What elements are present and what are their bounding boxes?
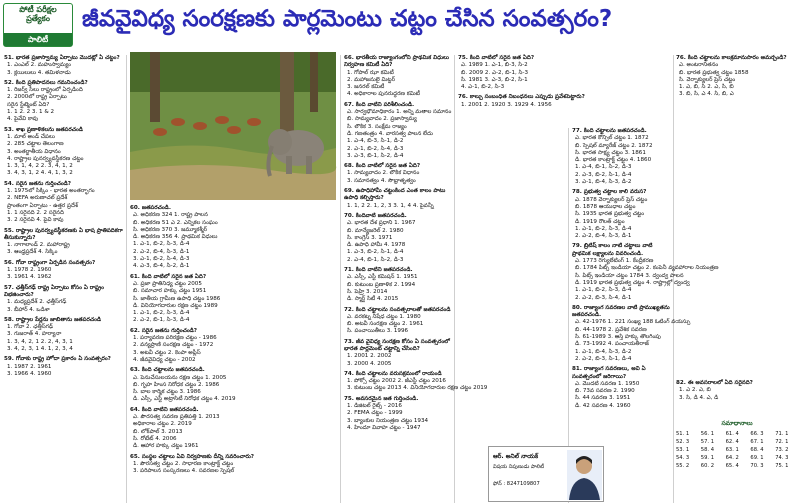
logo-top-text: పోటీ పరీక్షల ప్రత్యేకం <box>19 5 57 23</box>
option-text: 2. ఎ-2, బి-1, సి-3, డి-4 <box>133 317 190 324</box>
question-block <box>4 356 124 378</box>
question-block <box>344 213 452 264</box>
option-text: ఎ. 42-1976 1. 221 సంఖ్య 188 ఓటింగ్ వయస్సు <box>575 319 691 326</box>
answer-item: 67. 1 <box>750 439 764 445</box>
question-text: 59. గోవాకు రాష్ట్ర హోదా ప్రకారం ఏ సంవత్సరం? <box>4 356 111 363</box>
option-text: 1. మాల్ అండ్ చేపలు <box>7 133 55 140</box>
question-block <box>4 228 124 257</box>
question-text: 65. సంస్థల చట్టాలు ఏవి నిర్వహణకు దీన్ని సవరించారు? <box>130 453 255 460</box>
option-text: 4. ఎ-1, బి-2, సి-3 <box>461 84 505 91</box>
answer-item: 57. 1 <box>700 439 714 445</box>
author-designation: విషయ నిపుణుడు పాలిటీ <box>493 464 545 470</box>
option-text: 3. సి, డి 4. ఎ, డి <box>679 394 719 401</box>
option-text: ఎ. పెనుచేసులయను రక్షణ చట్టం 1. 2005 <box>133 374 227 381</box>
option-text: 1. 2001 2. 2002 <box>347 353 392 360</box>
option-text: ఎ. అధికరణ 324 1. రాష్ట్ర పాలన <box>133 212 208 219</box>
author-name: ఆర్. అనిల్ నాయక్ <box>493 453 539 460</box>
option-text: 4. హిందూ వివాహ చట్టం - 1947 <box>347 424 421 431</box>
option-text: బి. అటవీ సంరక్షణ చట్టం 2. 1961 <box>347 321 424 328</box>
option-text: బి. 1878 ఆయుధాల చట్టం <box>575 203 636 210</box>
option-text: బి. స్పెషల్ మ్యారేజ్ చట్టం 2. 1872 <box>575 142 653 149</box>
option-text: ఎ. పౌరసత్వ సవరణ ప్రతిపత్తి 1. 2013 <box>133 414 220 421</box>
question-block <box>4 127 124 178</box>
option-text: 3. కుటుంబ చట్టం 2013 4. వినియోగదారుల రక్షణ చట్టం 2019 <box>347 385 488 392</box>
column-divider <box>454 55 455 503</box>
answer-item: 68. 4 <box>750 447 764 453</box>
option-text: 1. గోవా 2. ఛత్తీస్‌గఢ్ <box>7 324 54 331</box>
author-card <box>488 446 604 502</box>
answer-item: 75. 1 <box>775 463 789 469</box>
option-text: 1. పోక్సో చట్టం 2002 2. జీఎస్టీ చట్టం 2016 <box>347 378 446 385</box>
question-text: 52. కింది ప్రతిపాదనలు గమనించండి? <box>4 79 88 86</box>
question-text: 63. కింది చట్టాలను జతపరచండి. <box>130 367 205 374</box>
option-text: 3. ఎ-3, బి-1, సి-2, డి-4 <box>347 152 404 159</box>
option-text: డి. 1919 రౌలత్ చట్టం <box>575 218 625 225</box>
logo-subject-text: పాలిటీ <box>4 33 72 46</box>
question-text: 61. కింది వాటిలో సరైన జత ఏది? <box>130 273 207 280</box>
answer-item: 61. 4 <box>725 431 739 437</box>
option-text: సి. 44 సవరణ 3. 1951 <box>575 395 631 402</box>
option-text: 3. బి, సి, ఎ 4. సి, బి, ఎ <box>679 91 734 98</box>
answer-key-grid <box>676 430 798 470</box>
option-text: బి. సమాచార హక్కు చట్టం 1951 <box>133 288 207 295</box>
question-text: 55. రాష్ట్రాల పునర్వ్యవస్థీకరణకు ఏ భాష ప్రాతిపదికగా తీసుకున్నారు? <box>4 227 123 241</box>
answer-item: 59. 1 <box>700 455 714 461</box>
option-text: 2. ఎ-4, బి-1, సి-2, డి-3 <box>347 256 404 263</box>
option-text: 3. 4, 2, 3, 1 4. 1, 2, 3, 4 <box>7 345 73 352</box>
question-text: 62. సరైన జతను గుర్తించండి? <box>130 327 198 334</box>
question-block <box>4 181 124 225</box>
option-text: ఎ. భారత కౌన్సిల్ చట్టం 1. 1872 <box>575 135 649 142</box>
option-text: 1. ఎ, బి, సి 2. ఎ, సి, బి <box>679 84 734 91</box>
question-column-4-top <box>458 55 672 125</box>
option-text: డి. గణతంత్రం 4. వారసత్వ పాలన లేదు <box>347 130 433 137</box>
option-text: ఎ. 1989 1. ఎ-1, బి-3, సి-2 <box>461 62 528 69</box>
option-text: బి. గృహ హింస నిరోధక చట్టం 2. 1986 <box>133 381 220 388</box>
option-text: ఎ. అంటరానితనం <box>679 62 719 69</box>
option-text: 2. ఎ-2, బి-3, సి-1, డి-4 <box>575 355 632 362</box>
option-text: 1. రిజర్వ్ సీలు రాష్ట్రంలో ఏర్పడింది <box>7 87 83 94</box>
question-text: 75. కింది వాటిలో సరైన జత ఏది? <box>458 55 535 61</box>
answer-key <box>676 420 798 502</box>
option-text: 1. 1987 2. 1961 <box>7 363 52 370</box>
option-text: 3. గుజరాత్ 4. హర్యానా <box>7 331 62 338</box>
answer-item: 53. 1 <box>676 447 690 453</box>
option-text: బి. 73వ సవరణ 2. 1990 <box>575 388 635 395</box>
question-text: 81. రాజ్యాంగ సవరణలు, అవి ఏ సంవత్సరంలో జరిగాయి? <box>572 366 646 380</box>
answer-item: 54. 3 <box>676 455 690 461</box>
option-text: 1. ఎ 2. ఎ, బి <box>679 387 711 394</box>
option-text: 2. ఎ-2, బి-4, సి-3, డి-1 <box>133 248 190 255</box>
option-text: 1. డిజిటల్ రైట్స్ - 2016 <box>347 403 402 410</box>
question-column-2 <box>130 205 338 503</box>
answer-item: 55. 2 <box>676 463 690 469</box>
question-block <box>458 94 672 109</box>
option-text: సి. పెహ్రి 3. 2014 <box>347 288 388 295</box>
answer-item: 51. 1 <box>676 431 690 437</box>
question-block <box>130 367 338 403</box>
question-text: 73. జీవ వైవిధ్య సంరక్షణ కోసం ఏ సంవత్సరంలో భారత పార్లమెంట్ చట్టాన్ని చేసింది? <box>344 338 450 352</box>
option-text: 3. ఎ-1, బి-4, సి-3, డి-2 <box>575 179 632 186</box>
option-text: 1. నాగాలాండ్ 2. మహారాష్ట్ర <box>7 242 70 249</box>
option-text: 3. బీహార్ 4. ఒడిశా <box>7 306 50 313</box>
option-text: 1. సామ్యవాదం 2. లౌకిక విధానం <box>347 170 420 177</box>
answer-item: 58. 4 <box>700 447 714 453</box>
option-text: డి. 73-1992 4. పంచాయతీరాజ్ <box>575 341 649 348</box>
question-text: 76. కాల్చు సంబంధిత నిబంధనలు ఎప్పుడు ప్రవేశపెట్టారు? <box>458 94 585 101</box>
option-text: 4. జీవవైవిధ్య చట్టం - 2002 <box>133 356 196 363</box>
option-text: 1. 1 సరైనది 2. 2 సరైనది <box>7 209 64 216</box>
option-text: సి. పంచాయితీలు 3. 1996 <box>347 328 409 335</box>
option-text: 3. 2 సరైనవి 4. పైవి కావు <box>7 217 64 224</box>
question-text: 72. కింది చట్టాలను సంవత్సరాలతో జతపరచండి <box>344 306 451 313</box>
answer-item: 70. 3 <box>750 463 764 469</box>
question-text: 51. భారత ప్రజాస్వామ్య ఏర్పాటు మొదట్లో ఏ చట్టం? <box>4 55 120 61</box>
question-block <box>344 339 452 368</box>
question-block <box>344 188 452 210</box>
question-text: 54. సరైన జతను గుర్తించండి? <box>4 180 72 187</box>
option-text: డి. 1919 భారత ప్రభుత్వ చట్టం 4. రాష్ట్రాల్లో ద్వంద్వ <box>575 279 690 286</box>
option-text: 2. ఎ-2, బి-4, సి-3, డి-1 <box>575 233 632 240</box>
logo <box>3 3 73 47</box>
answer-item: 73. 2 <box>775 447 789 453</box>
option-text: 2. వన్యప్రాణి సంరక్షణ చట్టం - 1972 <box>133 342 214 349</box>
option-text: 1. పర్యావరణ పరిరక్షణ చట్టం - 1986 <box>133 335 217 342</box>
answer-item: 74. 3 <box>775 455 789 461</box>
option-text: 3. 1961 4. 1962 <box>7 274 52 281</box>
option-text: 3. అటవీ చట్టం 2. కెంపా అప్లీస్ <box>133 349 201 356</box>
option-text: సి. జాతీయ గ్రామీణ ఉపాధి చట్టం 1986 <box>133 295 221 302</box>
question-text: 53. శాఖ ప్రణాళికలను జతపరచండి <box>4 126 83 133</box>
option-text: 1. 1, 2 2. 1, 2, 3 3. 1, 4 4. పైవన్నీ <box>347 202 434 209</box>
option-text: 2. ఎ-2, బి-3, సి-4, డి-1 <box>575 294 632 301</box>
option-text: 1. గోపాల్ ఝా కమిటీ <box>347 69 394 76</box>
option-text: సరైన స్టేట్మెంట్ ఏది? <box>7 101 50 108</box>
option-text: సి. రోటేట్ 4. 2006 <box>133 435 177 442</box>
option-text: డి. స్మార్ట్ సిటీ 4. 2015 <box>347 296 399 303</box>
option-text: అధికారాల చట్టం 2. 2019 <box>133 421 192 428</box>
avatar <box>567 450 602 500</box>
option-text: 1. ఎ-4, బి-3, సి-1, డి-2 <box>347 138 404 145</box>
option-text: 2. FEMA చట్టం - 1999 <box>347 410 403 417</box>
header <box>0 0 800 50</box>
option-text: సి. కాంగ్రెస్ 3. 1971 <box>347 234 393 241</box>
question-text: 67. కింది వాటిని పరిశీలించండి. <box>344 101 415 108</box>
question-block <box>4 260 124 282</box>
question-text: 74. కింది చట్టాలను వరుసక్రమంలో రాయండి <box>344 370 442 377</box>
question-block <box>344 163 452 185</box>
question-block <box>130 407 338 451</box>
option-text: ఎ. భారత దేశ ప్రధాని 1. 1967 <box>347 220 416 227</box>
option-text: 3. ఆంధ్రప్రదేశ్ 4. సిక్కిం <box>7 249 58 256</box>
option-text: ఎ. ఎస్సీ, ఎస్టీ కమిషన్ 1. 1951 <box>347 274 418 281</box>
question-column-5-bottom <box>676 380 798 418</box>
option-text: 3. సమానత్వం 4. సౌభ్రాతృత్వం <box>347 177 416 184</box>
question-block <box>4 285 124 314</box>
option-text: 1. 3, 1, 4, 2 2. 3, 4, 1, 2 <box>7 163 73 170</box>
question-block <box>572 243 719 301</box>
option-text: బి. 2009 2. ఎ-2, బి-1, సి-3 <box>461 69 529 76</box>
option-text: 1. ఎ-1, బి-2, సి-3, డి-4 <box>575 287 632 294</box>
question-block <box>130 205 338 271</box>
option-text: డి. 42 సవరణ 4. 1960 <box>575 402 631 409</box>
question-text: 76. కింది చట్టాలను కాలక్రమానుసారం అమర్చండి? <box>676 55 787 61</box>
question-column-5-top <box>676 55 798 125</box>
question-text: 78. ప్రభుత్వ చట్టాల కాలి వరుస? <box>572 189 647 196</box>
option-text: 1. ఎ-1, బి-4, సి-3, డి-2 <box>575 348 632 355</box>
option-text: సి. లౌకిక 3. సంక్షేమ రాజ్యం <box>347 123 407 130</box>
option-text: 4. ఎ-3, బి-4, సి-2, డి-1 <box>133 263 190 270</box>
question-block <box>572 304 691 363</box>
column-divider <box>340 55 341 503</box>
answer-item: 60. 2 <box>700 463 714 469</box>
option-text: 1. ఎ-3, బి-2, సి-1, డి-4 <box>347 249 404 256</box>
option-text: సి. 1981 3. ఎ-3, బి-2, సి-1 <box>461 76 528 83</box>
option-text: డి. ఉపాధి హామీ 4. 1978 <box>347 242 406 249</box>
option-text: 2. ఎ-1, బి-2, సి-4, డి-3 <box>347 145 404 152</box>
option-text: సి. భారత సాక్ష్య చట్టం 3. 1861 <box>575 149 646 156</box>
option-text: ప్రాంతంగా ఏర్పాటు - ఉత్తర ప్రదేశ్ <box>7 202 79 209</box>
option-text: డి. భారత కాంట్రాక్ట్ చట్టం 4. 1860 <box>575 157 652 164</box>
option-text: 1. 3, 4, 2, 1 2. 2, 4, 3, 1 <box>7 338 73 345</box>
photo-illustration <box>130 52 336 200</box>
option-text: సి. 1935 భారత ప్రభుత్వ చట్టం <box>575 211 645 218</box>
option-text: 4. పైవేవి కావు <box>7 116 39 123</box>
option-text: బి. 44-1978 2. ప్రవేశిక సవరణ <box>575 326 647 333</box>
answer-item: 62. 4 <box>725 439 739 445</box>
option-text: బి. 1784 పిట్స్ ఇండియా చట్టం 2. కంపెనీ వ్యవహారాల నియంత్రణ <box>575 265 719 272</box>
option-text: 2. 2000లో రాష్ట్ర ఏర్పాటు <box>7 94 67 101</box>
option-text: ఎ. మొదటి సవరణ 1. 1950 <box>575 380 640 387</box>
option-text: 3. 2000 4. 2005 <box>347 360 392 367</box>
option-text: 1. 2001 2. 1920 3. 1929 4. 1956 <box>461 101 552 108</box>
question-text: 75. అవసరమైన జత గుర్తించండి. <box>344 395 419 402</box>
option-text: ఎ. సార్వభౌమాధికారం 1. అన్ని మతాల సమానం <box>347 109 452 116</box>
option-text: 3. క్లయిలులు 4. తమిళనాడు <box>7 69 71 76</box>
question-block <box>676 380 798 402</box>
option-text: 2. 285 చట్టాల తెలంగాణ <box>7 141 64 148</box>
question-text: 60. జతపరచండి. <box>130 205 171 211</box>
answer-item: 71. 1 <box>775 431 789 437</box>
option-text: 3. ఎ-1, బి-2, సి-4, డి-3 <box>133 256 190 263</box>
answer-item: 56. 1 <box>700 431 714 437</box>
question-block <box>572 189 672 240</box>
answer-item: 65. 4 <box>725 463 739 469</box>
question-text: 56. గోవా రాష్ట్రంగా ఏర్పడిన సంవత్సరం? <box>4 259 96 266</box>
answer-item: 72. 1 <box>775 439 789 445</box>
question-block <box>344 267 452 303</box>
option-text: ఎ. 1878 వెర్నాక్యులర్ ప్రెస్ చట్టం <box>575 196 648 203</box>
option-text: ఎ. వరకట్న నిషేధ చట్టం 1. 1980 <box>347 313 421 320</box>
column-divider <box>126 55 127 503</box>
question-text: 70. కిందివాటి జతపరచండి. <box>344 212 407 219</box>
option-text: 3. 4, 3, 1, 2 4. 4, 1, 3, 2 <box>7 170 73 177</box>
option-text: 4. అధికారాల పునరుద్ధరణ కమిటీ <box>347 91 420 98</box>
option-text: 1. ఎ-1, బి-2, సి-3, డి-4 <box>575 225 632 232</box>
question-block <box>130 274 338 325</box>
elephant-photo <box>130 52 336 200</box>
option-text: డి. అధికరణ 356 4. ప్రాథమిక విధులు <box>133 234 218 241</box>
question-text: 57. ఛత్తీస్‌గఢ్ రాష్ట్ర ఏర్పాటు కోసం ఏ రాష్ట్రం విభజించారు? <box>4 284 104 298</box>
question-block <box>344 396 452 432</box>
page-title: జీవవైవిధ్య సంరక్షణకు పార్లమెంటు చట్టం చేసిన సంవత్సరం? <box>82 6 613 32</box>
question-block <box>344 102 452 160</box>
option-text: 1. ఎ-1, బి-2, సి-3, డి-4 <box>133 310 190 317</box>
question-block <box>4 55 124 77</box>
option-text: 1. 1 2. 2 3. 1 & 2 <box>7 109 55 116</box>
question-text: 58. రాష్ట్రాల పేర్లను జాబితాను జతపరచండి <box>4 316 102 323</box>
question-block <box>130 454 338 476</box>
option-text: 1. 1975లో సిక్కిం - భారత అంతర్భాగం <box>7 188 95 195</box>
question-text: 68. కింది వాటిలో సరైన జత ఏది? <box>344 163 421 170</box>
question-block <box>344 370 488 393</box>
question-column-1 <box>4 55 124 500</box>
option-text: సి. బాల కార్మిక చట్టం 3. 1986 <box>133 389 201 396</box>
answer-item: 66. 3 <box>750 431 764 437</box>
option-text: 3. అంతర్జాతీయ విధానం <box>7 148 61 155</box>
option-text: బి. కుటుంబ ప్రణాళిక 2. 1994 <box>347 281 416 288</box>
option-text: ఎ. ప్రజా ప్రాతినిధ్య చట్టం 2005 <box>133 280 202 287</box>
option-text: సి. వెర్నాక్యులర్ ప్రెస్ చట్టం <box>679 76 736 83</box>
question-text: 66. భారతీయ రాజ్యాంగంలోని ప్రాథమిక విధులు నిర్వహణ కమిటీ ఏది? <box>344 55 449 69</box>
question-block <box>344 307 452 336</box>
question-block <box>572 366 672 410</box>
option-text: 2. మహాజనులై మిట్టర్ <box>347 76 396 83</box>
question-text: 77. కింది చట్టాలను జతపరచండి. <box>572 128 647 134</box>
option-text: సి. 61-1989 3. ఆస్తి హక్కు తొలగింపు <box>575 334 661 341</box>
question-block <box>4 80 124 124</box>
question-block <box>572 128 672 186</box>
question-text: 64. కింది వాటిని జతపరచండి. <box>130 406 199 413</box>
question-block <box>344 55 452 99</box>
author-phone: ఫోన్ : 8247109807 <box>493 481 540 487</box>
option-text: 3. 1966 4. 1960 <box>7 370 52 377</box>
question-block <box>676 55 798 99</box>
answer-item: 64. 2 <box>725 455 739 461</box>
option-text: 1. ఎంఎల్ 2. మహుస్వామ్యం <box>7 62 71 69</box>
option-text: సి. పిట్స్ ఇండియా చట్టం 1784 3. ద్వంద్వ పాలన <box>575 272 684 279</box>
answer-key-heading: సమాధానాలు <box>721 420 753 427</box>
option-text: 3. బ్యాంకుల నియంత్రణ చట్టం 1934 <box>347 417 429 424</box>
question-text: 82. ఈ అవసరాలలో ఏది సరైనది? <box>676 380 753 386</box>
question-text: 71. కింది వాటిని జతపరచండి. <box>344 267 413 274</box>
option-text: డి. వినియోగదారుల రక్షణ చట్టం 1989 <box>133 302 218 309</box>
option-text: డి. ఎస్సీ, ఎస్టీ అట్రాసిటీ నిరోధక చట్టం 4. 2019 <box>133 396 236 403</box>
answer-item: 63. 1 <box>725 447 739 453</box>
option-text: సి. అధికరణ 370 3. జమ్మూకశ్మీర్ <box>133 226 208 233</box>
question-text: 69. ఉపాధిహామీ చట్టంకింద ఎంత కాలం పాటు ఉపాధి కల్పిస్తారు? <box>344 188 446 202</box>
option-text: బి. సామ్యవాదం 2. ప్రజాస్వామ్య <box>347 116 417 123</box>
answer-item: 52. 3 <box>676 439 690 445</box>
option-text: 2. NEFA అరుణాచల్ ప్రదేశ్ <box>7 195 68 202</box>
option-text: 4. రాష్ట్రాల పునర్వ్యవస్థీకరణ చట్టం <box>7 155 84 162</box>
option-text: 3. జనరల్ కమిటీ <box>347 84 385 91</box>
question-text: 79. బ్రిటిష్ కాలం నాటి చట్టాలు వాటి ప్రాథమిక లక్ష్యాలను వివరించండి. <box>572 243 653 257</box>
option-text: 3. పరిపాలన సంస్కరణలు 4. సవరణల స్పెషల్ <box>133 468 235 475</box>
question-block <box>130 328 338 364</box>
option-text: 1. ఎ-4, బి-1, సి-2, డి-3 <box>575 164 632 171</box>
option-text: 1. మధ్యప్రదేశ్ 2. ఛత్తీస్‌గఢ్ <box>7 299 67 306</box>
option-text: ఎ. 1773 రెగ్యులేటింగ్ 1. కేంద్రీకరణ <box>575 258 654 265</box>
option-text: 2. ఎ-3, బి-2, సి-1, డి-4 <box>575 171 632 178</box>
option-text: 1. పౌరసత్వ చట్టం 2. సాధారణ కాంట్రాక్ట్ చట్టం <box>133 460 234 467</box>
answer-item: 69. 1 <box>750 455 764 461</box>
option-text: డి. ఆహార హక్కు చట్టం 1961 <box>133 443 199 450</box>
question-text: 80. రాజ్యాంగ సవరణల వాటి ప్రాముఖ్యతను జతపరచండి. <box>572 304 670 319</box>
option-text: బి. అధికరణ 51 ఎ 2. ఎన్నికల సంఘం <box>133 219 218 226</box>
question-block <box>458 55 672 91</box>
option-text: 1. ఎ-1, బి-2, సి-3, డి-4 <box>133 241 190 248</box>
option-text: బి. మాన్యేజరెల్ 2. 1980 <box>347 227 404 234</box>
option-text: 1. 1978 2. 1960 <box>7 267 52 274</box>
question-block <box>4 317 124 353</box>
option-text: బి. లోక్‌పాల్ 3. 2013 <box>133 428 183 435</box>
option-text: బి. భారత ప్రభుత్వ చట్టం 1858 <box>679 69 749 76</box>
